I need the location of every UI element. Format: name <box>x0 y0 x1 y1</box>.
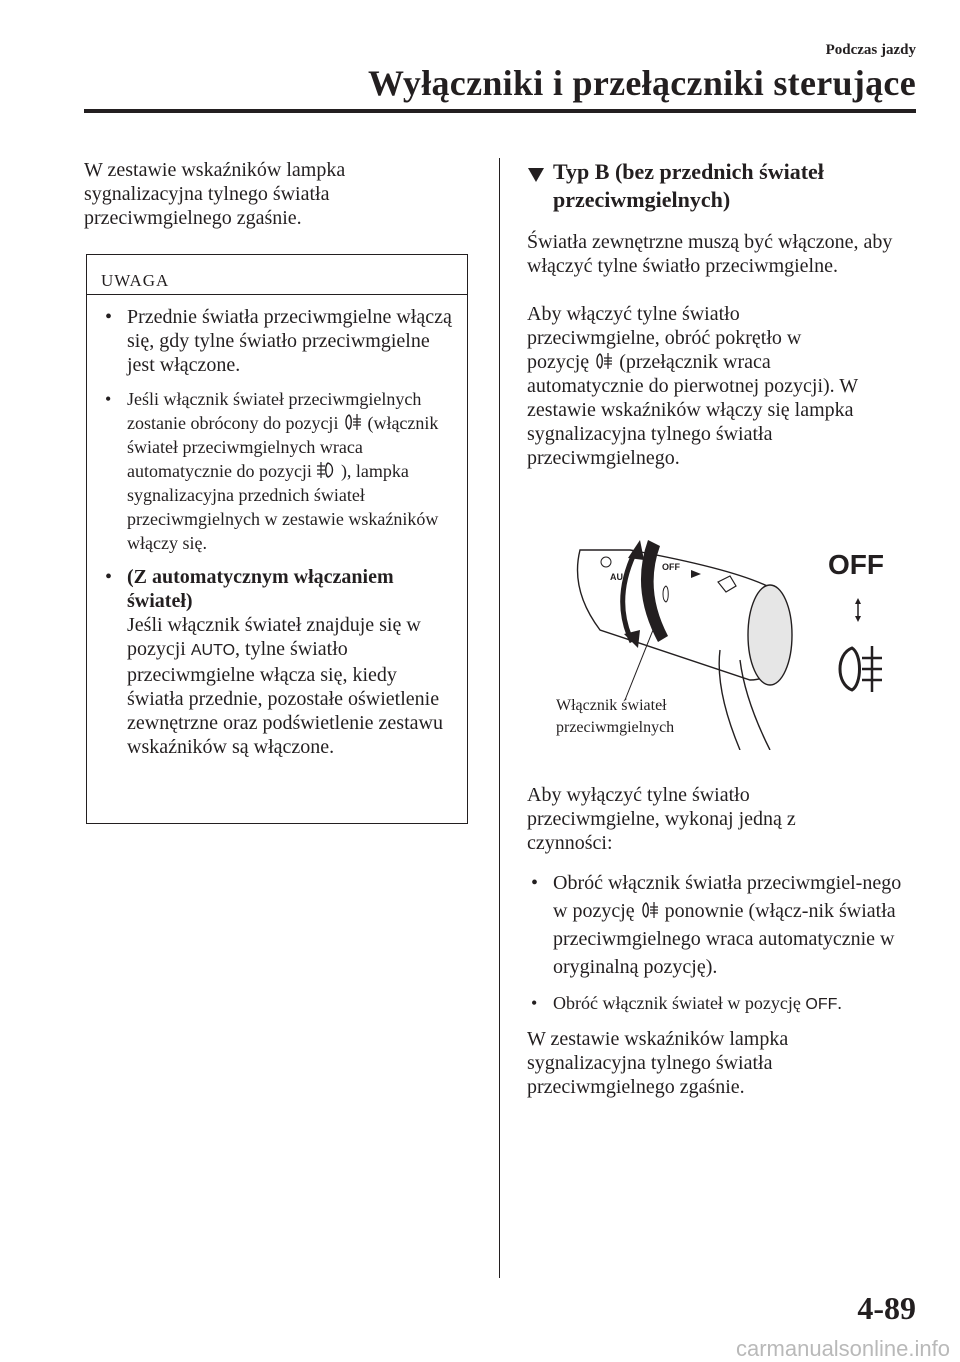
off-position-label: OFF <box>828 549 884 580</box>
note-item <box>101 305 457 377</box>
right-column <box>527 158 927 470</box>
bullet-icon: • <box>531 993 538 1013</box>
note-item-text: ), lampka sygnalizacyjna przednich świateł przeciwmgielnych w zestawie wskaźników włączy się. <box>127 461 439 553</box>
rear-fog-light-icon <box>594 352 614 370</box>
bullet-icon: • <box>105 306 113 328</box>
note-item-text: (włącznik świateł przeciwmgielnych wraca automatycznie do pozycji <box>127 413 439 481</box>
note-item-subheading: (Z automatycznym włączaniem świateł) <box>127 566 394 612</box>
page-number: 4-89 <box>857 1290 916 1326</box>
note-item-text: Jeśli włącznik świateł znajduje się w pozycji <box>127 614 421 660</box>
paragraph-text: Aby włączyć tylne światło przeciwmgielne, obróć pokrętło w pozycję <box>527 303 802 373</box>
header-rule <box>84 109 916 113</box>
paragraph-text: (przełącznik wraca automatycznie do pierwotnej pozycji). W zestawie wskaźników włączy się lampka sygnalizacyjna tylnego światła przeciwmgielnego. <box>527 351 858 469</box>
rear-fog-light-icon <box>840 646 882 692</box>
bullet-item <box>527 869 919 981</box>
note-heading: UWAGA <box>87 255 467 295</box>
note-item-text: Jeśli włącznik świateł przeciwmgielnych zostanie obrócony do pozycji <box>127 389 422 433</box>
right-column-lower <box>527 783 919 1099</box>
bullet-text: Obróć włącznik świateł w pozycję <box>553 993 801 1013</box>
auto-position-label: AUTO <box>190 642 236 659</box>
section-label: Podczas jazdy <box>825 42 916 58</box>
page-title: Wyłączniki i przełączniki sterujące <box>367 63 916 103</box>
watermark: carmanualsonline.info <box>735 1336 950 1361</box>
note-item <box>101 387 457 555</box>
left-column <box>84 158 472 230</box>
note-box <box>86 254 468 824</box>
bullet-text: . <box>837 993 842 1013</box>
subsection-heading <box>527 158 927 214</box>
subsection-heading-text: Typ B (bez przednich świateł przeciwmgielnych) <box>553 159 824 212</box>
triangle-marker-icon <box>527 162 545 190</box>
switch-figure <box>540 530 900 750</box>
paragraph <box>527 302 867 470</box>
fog-light-switch-illustration <box>540 530 900 750</box>
note-item-text: , tylne światło przeciwmgielne włącza się, kiedy światła przednie, pozostałe oświetlenie zewnętrzne oraz podświetlenie zestawu wskaźników są włączone. <box>127 638 443 758</box>
bullet-text: ponownie (włącz-nik światła przeciwmgielnego wraca automatycznie w oryginalną pozycję). <box>553 900 896 978</box>
note-list <box>87 295 467 759</box>
front-fog-light-icon <box>316 461 336 479</box>
dial-auto-marking: AU <box>610 572 623 582</box>
bullet-icon: • <box>105 566 113 588</box>
figure-caption: Włącznik świateł <box>556 697 667 714</box>
intro-paragraph: W zestawie wskaźników lampka sygnalizacyjna tylnego światła przeciwmgielnego zgaśnie. <box>84 159 346 229</box>
rear-fog-light-icon <box>343 413 363 431</box>
off-position-label: OFF <box>805 996 838 1013</box>
bullet-text: Obróć włącznik światła przeciwmgiel-nego w pozycję <box>553 872 902 922</box>
figure-caption: przeciwmgielnych <box>556 719 675 736</box>
paragraph: Aby wyłączyć tylne światło przeciwmgielne, wykonaj jedną z czynności: <box>527 784 796 854</box>
note-item-text: Przednie światła przeciwmgielne włączą się, gdy tylne światło przeciwmgielne jest włączone. <box>127 306 452 376</box>
column-divider <box>499 158 500 1278</box>
bullet-icon: • <box>531 872 539 894</box>
paragraph: Światła zewnętrzne muszą być włączone, aby włączyć tylne światło przeciwmgielne. <box>527 231 893 277</box>
bullet-icon: • <box>105 389 112 409</box>
bullet-item <box>527 991 919 1017</box>
note-item <box>101 565 457 759</box>
paragraph: W zestawie wskaźników lampka sygnalizacyjna tylnego światła przeciwmgielnego zgaśnie. <box>527 1028 789 1098</box>
dial-off-marking: OFF <box>662 562 680 572</box>
rear-fog-light-icon <box>640 901 660 919</box>
